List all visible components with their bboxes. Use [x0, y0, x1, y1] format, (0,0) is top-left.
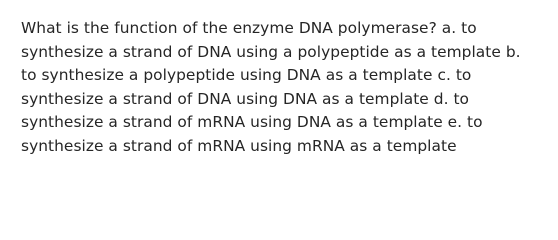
question-line: synthesize a strand of DNA using DNA as a template d. to — [21, 89, 470, 108]
question-line: to synthesize a polypeptide using DNA as a template c. to — [21, 66, 472, 85]
question-line: What is the function of the enzyme DNA polymerase? a. to — [21, 19, 477, 37]
question-line: synthesize a strand of mRNA using DNA as a template e. to — [21, 113, 483, 132]
question-line: synthesize a strand of DNA using a polypeptide as a template b. — [21, 42, 521, 61]
question-line: synthesize a strand of mRNA using mRNA as a template — [21, 136, 457, 155]
question-text — [21, 17, 548, 159]
